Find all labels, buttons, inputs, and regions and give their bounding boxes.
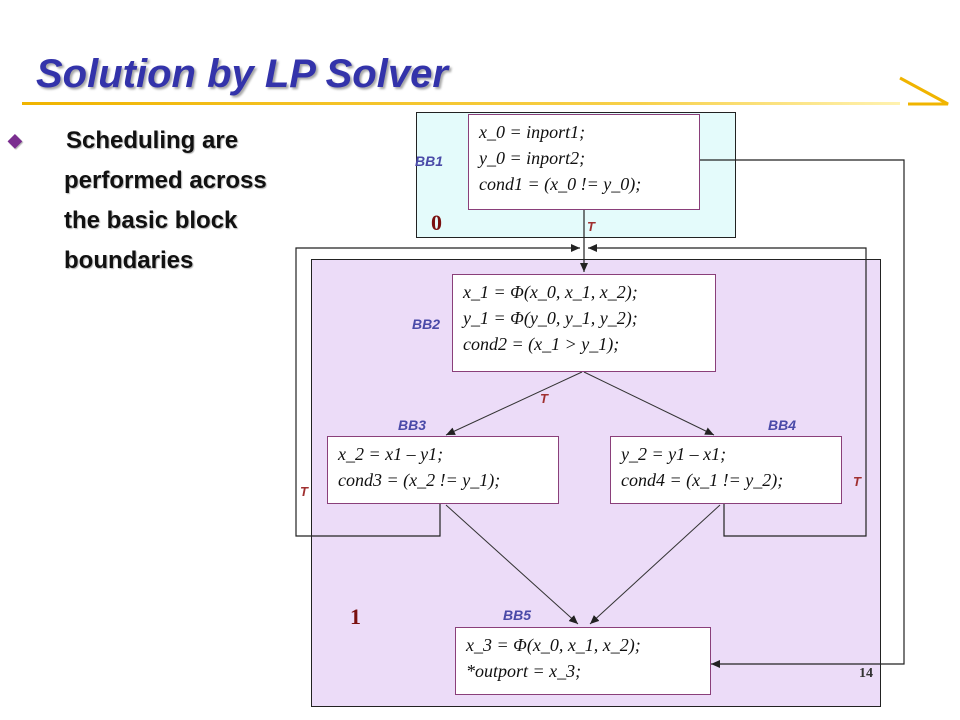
bb2-line: cond2 = (x_1 > y_1); <box>463 334 620 354</box>
bb1-line: cond1 = (x_0 != y_0); <box>479 174 642 194</box>
bb4-line: y_2 = y1 – x1; <box>621 444 727 464</box>
edge-label-bb4: T <box>853 474 861 489</box>
bb4-code-box <box>610 436 842 504</box>
bb3-line: cond3 = (x_2 != y_1); <box>338 470 501 490</box>
bb1-line: x_0 = inport1; <box>479 122 586 142</box>
bullet-line-4: boundaries <box>64 247 194 274</box>
bb5-line: x_3 = Φ(x_0, x_1, x_2); <box>466 635 641 655</box>
bb2-label: BB2 <box>412 316 441 332</box>
bullet-line-2: performed across <box>64 167 267 194</box>
edge-label-bb1: T <box>587 219 595 234</box>
bb2-line: y_1 = Φ(y_0, y_1, y_2); <box>463 308 638 328</box>
bb2-code-box <box>452 274 716 372</box>
edge-label-bb2: T <box>540 391 548 406</box>
bullet-line-3: the basic block <box>64 207 238 234</box>
page-number: 14 <box>859 666 873 681</box>
bb3-line: x_2 = x1 – y1; <box>338 444 444 464</box>
bb1-label: BB1 <box>415 153 444 169</box>
bb5-line: *outport = x_3; <box>466 661 582 681</box>
bb4-line: cond4 = (x_1 != y_2); <box>621 470 784 490</box>
bb3-code-box <box>327 436 559 504</box>
bb1-code-box <box>468 114 700 210</box>
slide-title: Solution by LP Solver <box>36 52 448 96</box>
bb1-line: y_0 = inport2; <box>479 148 586 168</box>
bb5-code-box <box>455 627 711 695</box>
bb2-line: x_1 = Φ(x_0, x_1, x_2); <box>463 282 638 302</box>
region-0-number: 0 <box>431 210 442 235</box>
diamond-bullet-icon: ◆ <box>8 130 22 150</box>
edge-label-bb3: T <box>300 484 308 499</box>
bb5-label: BB5 <box>503 607 532 623</box>
bb4-label: BB4 <box>768 417 797 433</box>
region-1-number: 1 <box>350 604 361 629</box>
bullet-line-1: Scheduling are <box>66 127 239 154</box>
bb3-label: BB3 <box>398 417 427 433</box>
